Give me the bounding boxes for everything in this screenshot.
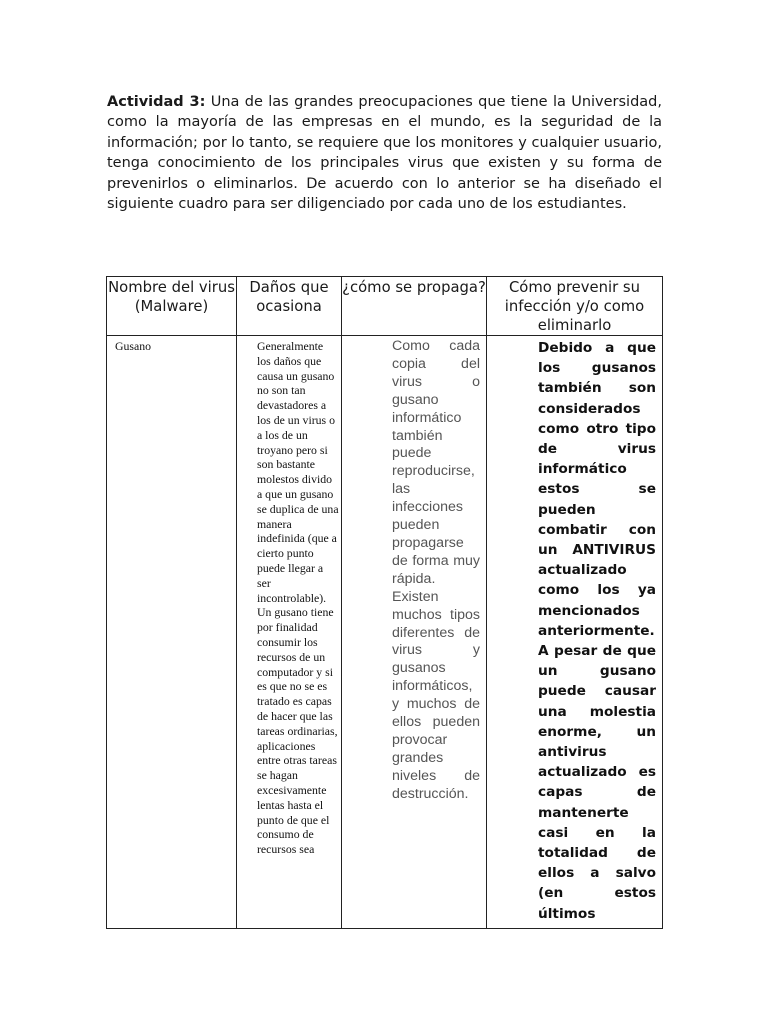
cell-prevention: [487, 336, 663, 929]
virus-table: [106, 276, 663, 929]
header-spread: ¿cómo se propaga?: [342, 277, 487, 336]
activity-paragraph: [107, 92, 662, 214]
cell-spread: [342, 336, 487, 929]
damage-text: Generalmente los daños que causa un gusano no son tan devastadores a los de un virus o a los de un troyano pero si son bastante molestos divido a que un gusano se duplica de una manera indefinida (que a cierto punto puede llegar a ser incontrolable). Un gusano tiene por finalidad consumir los recursos de un computador y si es que no se es tratado es capas de hacer que las tareas ordinarias, aplicaciones entre otras tareas se hagan excesivamente lentas hasta el punto de que el consumo de recursos sea: [257, 339, 339, 857]
header-damage: Daños que ocasiona: [237, 277, 342, 336]
prevention-text: Debido a que los gusanos también son considerados como otro tipo de virus informático estos se pueden combatir con un ANTIVIRUS actualizado como los ya mencionados anteriormente. A pesar de que un gusano puede causar una molestia enorme, un antivirus actualizado es capas de mantenerte casi en la totalidad de ellos a salvo (en estos últimos: [538, 340, 656, 922]
cell-virus-name: Gusano: [107, 336, 237, 929]
cell-damage: [237, 336, 342, 929]
activity-text: Una de las grandes preocupaciones que tiene la Universidad, como la mayoría de las empresas en el mundo, es la seguridad de la información; por lo tanto, se requiere que los monitores y cualquier usuario, tenga conocimiento de los principales virus que existen y su forma de prevenirlos o eliminarlos. De acuerdo con lo anterior se ha diseñado el siguiente cuadro para ser diligenciado por cada uno de los estudiantes.: [107, 94, 662, 213]
header-row: [107, 277, 663, 336]
header-prevention: Cómo prevenir su infección y/o como eliminarlo: [487, 277, 663, 336]
activity-label: Actividad 3:: [107, 94, 206, 110]
header-virus-name: Nombre del virus (Malware): [107, 277, 237, 336]
spread-text: Como cada copia del virus o gusano informático también puede reproducirse, las infecciones pueden propagarse de forma muy rápida. Existen muchos tipos diferentes de virus y gusanos informáticos, y muchos de ellos pueden provocar grandes niveles de destrucción.: [392, 338, 480, 802]
table-row: [107, 336, 663, 929]
